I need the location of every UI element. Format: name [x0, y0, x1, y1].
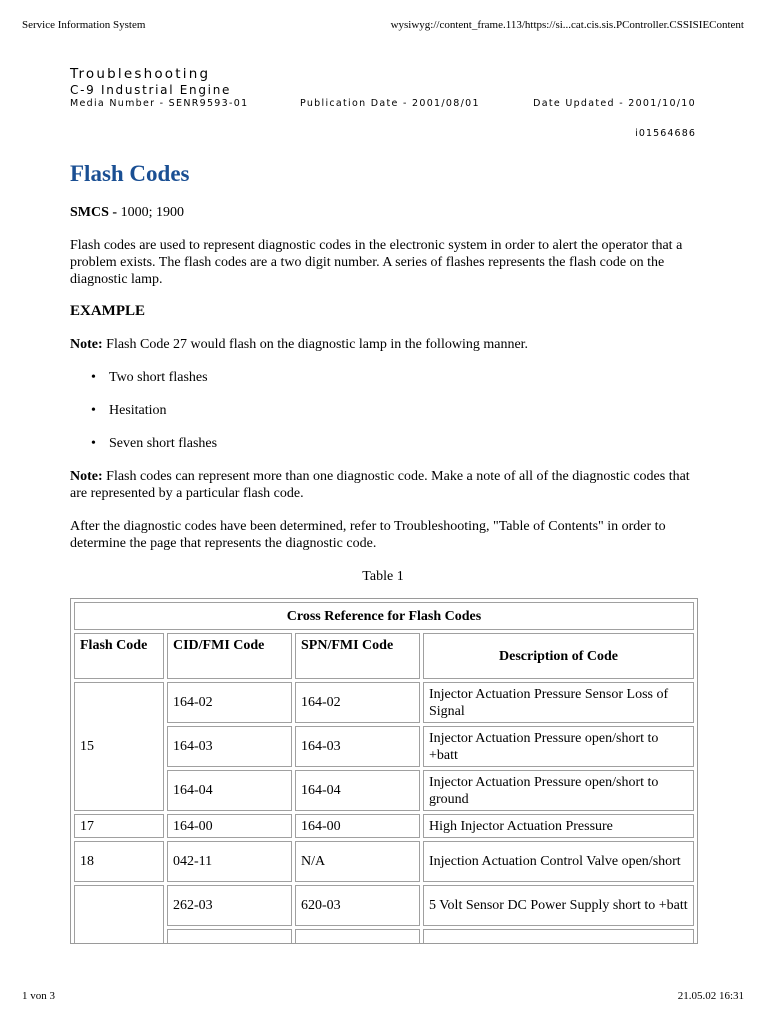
- list-item: [70, 402, 696, 419]
- table-cell-spn: [295, 929, 420, 944]
- print-timestamp: 21.05.02 16:31: [677, 990, 744, 1002]
- after-paragraph: After the diagnostic codes have been determined, refer to Troubleshooting, "Table of Contents" in order to determine the page that represents the diagnostic code.: [70, 519, 666, 551]
- note-text: Flash Code 27 would flash on the diagnostic lamp in the following manner.: [102, 337, 529, 352]
- table-cell-description: Injection Actuation Control Valve open/short: [423, 841, 694, 882]
- column-header-flash-code: Flash Code: [74, 633, 164, 679]
- table-cell-cid: 262-03: [167, 885, 292, 926]
- page-title: Flash Codes: [70, 161, 190, 186]
- table-cell-spn: 164-03: [295, 726, 420, 767]
- table-cell-cid: 164-02: [167, 682, 292, 723]
- table-row: [74, 841, 694, 882]
- list-item-text: Two short flashes: [109, 370, 208, 385]
- bullet-icon: •: [91, 403, 96, 418]
- main-content: [70, 156, 696, 585]
- page-indicator: 1 von 3: [22, 990, 55, 1002]
- note-paragraph-2: [70, 468, 696, 502]
- bullet-icon: •: [91, 436, 96, 451]
- document-title: Troubleshooting: [70, 66, 211, 82]
- table-cell-description: Injector Actuation Pressure Sensor Loss of Signal: [423, 682, 694, 723]
- table-cell-description: 5 Volt Sensor DC Power Supply short to +batt: [423, 885, 694, 926]
- table-cell-cid: 164-00: [167, 814, 292, 838]
- table-title: Cross Reference for Flash Codes: [74, 602, 694, 630]
- column-header-spn-fmi: SPN/FMI Code: [295, 633, 420, 679]
- column-header-cid-fmi: CID/FMI Code: [167, 633, 292, 679]
- intro-paragraph: Flash codes are used to represent diagnostic codes in the electronic system in order to alert the operator that a problem exists. The flash codes are a two digit number. A series of flashes represents the flash code on the diagnostic lamp.: [70, 238, 683, 287]
- table-cell-spn: 164-04: [295, 770, 420, 811]
- document-meta-row: [70, 97, 696, 110]
- table-cell-cid: 042-11: [167, 841, 292, 882]
- table-cell-cid: 164-04: [167, 770, 292, 811]
- print-header-url: wysiwyg://content_frame.113/https://si...cat.cis.sis.PController.CSSISIEContent: [390, 19, 744, 31]
- document-subtitle: C-9 Industrial Engine: [70, 83, 232, 97]
- table-cell-description: Injector Actuation Pressure open/short to +batt: [423, 726, 694, 767]
- table-row: [74, 682, 694, 723]
- list-item: [70, 369, 696, 386]
- table-caption: Table 1: [362, 569, 404, 584]
- print-header-title: Service Information System: [22, 19, 146, 31]
- smcs-line: [70, 204, 696, 221]
- table-cell-flash-code: 18: [74, 841, 164, 882]
- table-row: [74, 885, 694, 926]
- date-updated: Date Updated - 2001/10/10: [533, 98, 696, 109]
- note-label: Note:: [70, 337, 103, 352]
- list-item-text: Seven short flashes: [109, 436, 218, 451]
- table-cell-spn: 164-02: [295, 682, 420, 723]
- table-cell-cid: 164-03: [167, 726, 292, 767]
- list-item-text: Hesitation: [109, 403, 167, 418]
- bullet-icon: •: [91, 370, 96, 385]
- table-caption-row: [74, 602, 694, 630]
- smcs-value: 1000; 1900: [117, 205, 184, 220]
- table-cell-flash-code: 17: [74, 814, 164, 838]
- table-cell-description: High Injector Actuation Pressure: [423, 814, 694, 838]
- smcs-label: SMCS -: [70, 205, 118, 220]
- note-text: Flash codes can represent more than one diagnostic code. Make a note of all of the diagnostic codes that are represented by a particular flash code.: [70, 469, 690, 501]
- table-row: [74, 814, 694, 838]
- media-number: Media Number - SENR9593-01: [70, 98, 249, 109]
- table-cell-description: Injector Actuation Pressure open/short to ground: [423, 770, 694, 811]
- example-heading: EXAMPLE: [70, 303, 145, 319]
- table-header-row: [74, 633, 694, 679]
- note-label: Note:: [70, 469, 103, 484]
- list-item: [70, 435, 696, 452]
- table-cell-description: [423, 929, 694, 944]
- table-cell-spn: 620-03: [295, 885, 420, 926]
- table-cell-flash-code: 15: [74, 682, 164, 811]
- table-row: [74, 929, 694, 944]
- flash-code-table: [71, 599, 697, 944]
- table-cell-spn: N/A: [295, 841, 420, 882]
- document-id: i01564686: [635, 128, 696, 139]
- table-row: [74, 770, 694, 811]
- table-cell-cid: [167, 929, 292, 944]
- publication-date: Publication Date - 2001/08/01: [300, 98, 480, 109]
- table-cell-spn: 164-00: [295, 814, 420, 838]
- print-footer: [22, 990, 744, 1004]
- note-paragraph-1: [70, 336, 696, 353]
- flash-code-table-frame: [70, 598, 698, 944]
- table-row: [74, 726, 694, 767]
- print-header: [22, 19, 744, 35]
- flash-sequence-list: [70, 369, 696, 452]
- table-cell-flash-code: [74, 885, 164, 944]
- column-header-description: Description of Code: [423, 633, 694, 679]
- document-header: [70, 66, 696, 140]
